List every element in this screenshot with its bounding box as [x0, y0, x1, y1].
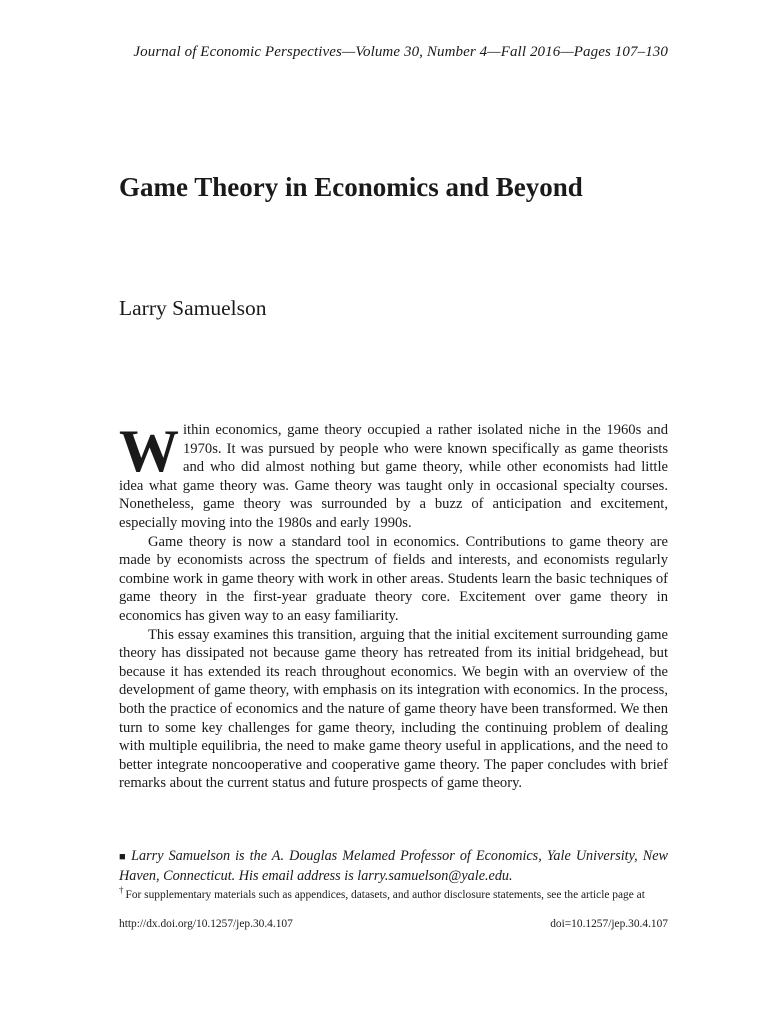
paragraph-1-text: ithin economics, game theory occupied a rather isolated niche in the 1960s and 1970s. It was pursued by people who were known specifically as game theorists and who did almost nothing but game theory, while other economists had little idea what game theory was. Game theory was taught only in occasional specialty courses. Nonetheless, game theory was surrounded by a buzz of anticipation and excitement, especially moving into the 1980s and early 1990s.: [119, 422, 668, 531]
article-url-link[interactable]: http://dx.doi.org/10.1257/jep.30.4.107: [119, 918, 293, 930]
author-name: Larry Samuelson: [119, 296, 267, 320]
paragraph-3: This essay examines this transition, arguing that the initial excitement surrounding game theory has dissipated not because game theory has retreated from its initial bridgehead, but because it has extended its reach throughout economics. We begin with an overview of the development of game theory, with emphasis on its integration with economics. In the process, both the practice of economics and the nature of game theory have been transformed. We then turn to some key challenges for game theory, including the continuing problem of dealing with multiple equilibria, the need to make game theory useful in applications, and the need to better integrate noncooperative and cooperative game theory. The paper concludes with brief remarks about the current status and future prospects of game theory.: [119, 626, 668, 792]
doi-label: doi=10.1257/jep.30.4.107: [550, 918, 668, 930]
article-title: Game Theory in Economics and Beyond: [119, 172, 583, 202]
square-bullet-icon: ■: [119, 851, 128, 863]
footnote-links: [119, 918, 668, 930]
running-head: Journal of Economic Perspectives—Volume 30, Number 4—Fall 2016—Pages 107–130: [133, 44, 668, 60]
author-note-text: Larry Samuelson is the A. Douglas Melamed Professor of Economics, Yale University, New Haven, Connecticut. His email address is larry.samuelson@yale.edu.: [119, 848, 668, 884]
article-body: [119, 418, 668, 793]
footnote-text: For supplementary materials such as appendices, datasets, and author disclosure statements, see the article page at: [125, 889, 645, 901]
paragraph-1: [119, 418, 668, 533]
footnote: [119, 885, 668, 902]
drop-cap: W: [119, 418, 179, 484]
paragraph-2: Game theory is now a standard tool in economics. Contributions to game theory are made by economists across the spectrum of fields and interests, and economists regularly combine work in game theory with work in other areas. Students learn the basic techniques of game theory in the first-year graduate theory core. Excitement over game theory in economics has given way to an easy familiarity.: [119, 533, 668, 624]
author-note: [119, 847, 668, 885]
dagger-mark: †: [119, 885, 124, 896]
